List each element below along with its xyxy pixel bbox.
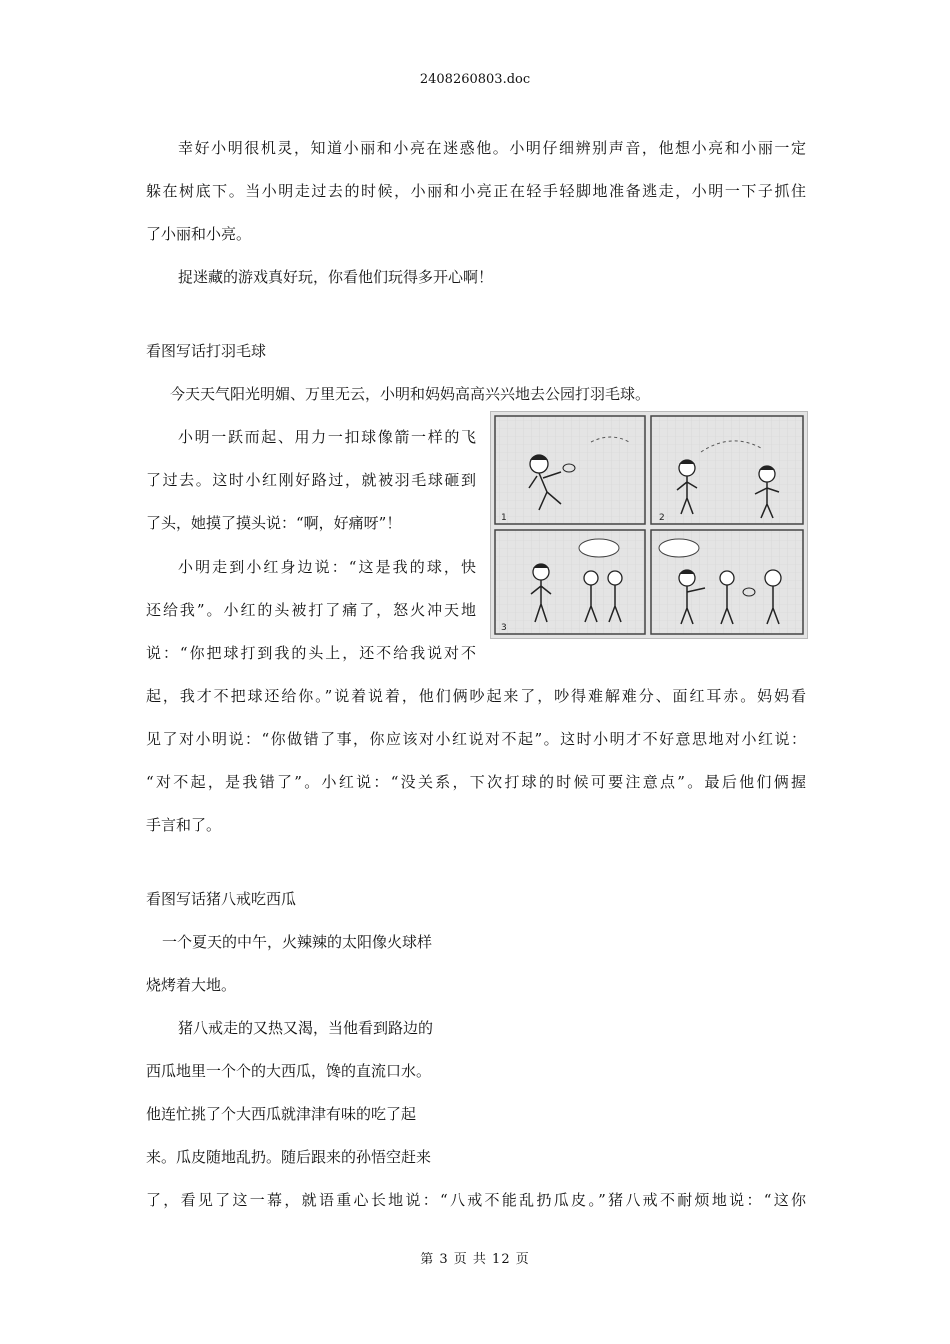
badminton-line-4: 了头，她摸了摸头说：“啊，好痛呀”！	[146, 514, 402, 532]
badminton-line-5: 小明走到小红身边说：“这是我的球，快	[178, 558, 476, 576]
section-title-badminton: 看图写话打羽毛球	[146, 342, 267, 360]
badminton-comic-image	[490, 411, 808, 639]
badminton-line-6: 还给我”。小红的头被打了痛了，怒火冲天地	[146, 601, 476, 619]
badminton-line-11: 手言和了。	[146, 816, 222, 834]
story1-line-4: 捉迷藏的游戏真好玩，你看他们玩得多开心啊！	[178, 268, 494, 286]
comic-panel-2	[651, 416, 803, 524]
watermelon-line-4: 西瓜地里一个个的大西瓜，馋的直流口水。	[146, 1062, 432, 1080]
page-footer: 第 3 页 共 12 页	[420, 1252, 530, 1267]
badminton-line-8: 起，我才不把球还给你。”说着说着，他们俩吵起来了，吵得难解难分、面红耳赤。妈妈看	[146, 687, 806, 705]
comic-panel-3	[495, 530, 645, 634]
watermelon-line-5: 他连忙挑了个大西瓜就津津有味的吃了起	[146, 1105, 417, 1123]
comic-panel-number-2: 2	[659, 513, 665, 523]
section-title-watermelon: 看图写话猪八戒吃西瓜	[146, 890, 297, 908]
comic-panel-number-1: 1	[501, 513, 507, 523]
badminton-line-1: 今天天气阳光明媚、万里无云，小明和妈妈高高兴兴地去公园打羽毛球。	[170, 385, 651, 403]
comic-panel-number-3: 3	[501, 623, 507, 633]
comic-panel-1	[495, 416, 645, 524]
watermelon-line-3: 猪八戒走的又热又渴，当他看到路边的	[178, 1019, 434, 1037]
badminton-line-7: 说：“你把球打到我的头上，还不给我说对不	[146, 644, 476, 662]
watermelon-line-6: 来。瓜皮随地乱扔。随后跟来的孙悟空赶来	[146, 1148, 432, 1166]
badminton-line-10: “对不起，是我错了”。小红说：“没关系，下次打球的时候可要注意点”。最后他们俩握	[146, 773, 806, 791]
badminton-line-9: 见了对小明说：“你做错了事，你应该对小红说对不起”。这时小明才不好意思地对小红说：	[146, 730, 806, 748]
watermelon-line-2: 烧烤着大地。	[146, 976, 237, 994]
badminton-line-2: 小明一跃而起、用力一扣球像箭一样的飞	[178, 428, 476, 446]
comic-panel-4	[651, 530, 803, 634]
watermelon-line-7: 了，看见了这一幕，就语重心长地说：“八戒不能乱扔瓜皮。”猪八戒不耐烦地说：“这你	[146, 1191, 806, 1209]
document-filename: 2408260803.doc	[419, 72, 531, 87]
story1-line-1: 幸好小明很机灵，知道小丽和小亮在迷惑他。小明仔细辨别声音，他想小亮和小丽一定	[178, 139, 806, 157]
story1-line-3: 了小丽和小亮。	[146, 225, 252, 243]
watermelon-line-1: 一个夏天的中午，火辣辣的太阳像火球样	[162, 933, 433, 951]
story1-line-2: 躲在树底下。当小明走过去的时候，小丽和小亮正在轻手轻脚地准备逃走，小明一下子抓住	[146, 182, 806, 200]
badminton-line-3: 了过去。这时小红刚好路过，就被羽毛球砸到	[146, 471, 476, 489]
